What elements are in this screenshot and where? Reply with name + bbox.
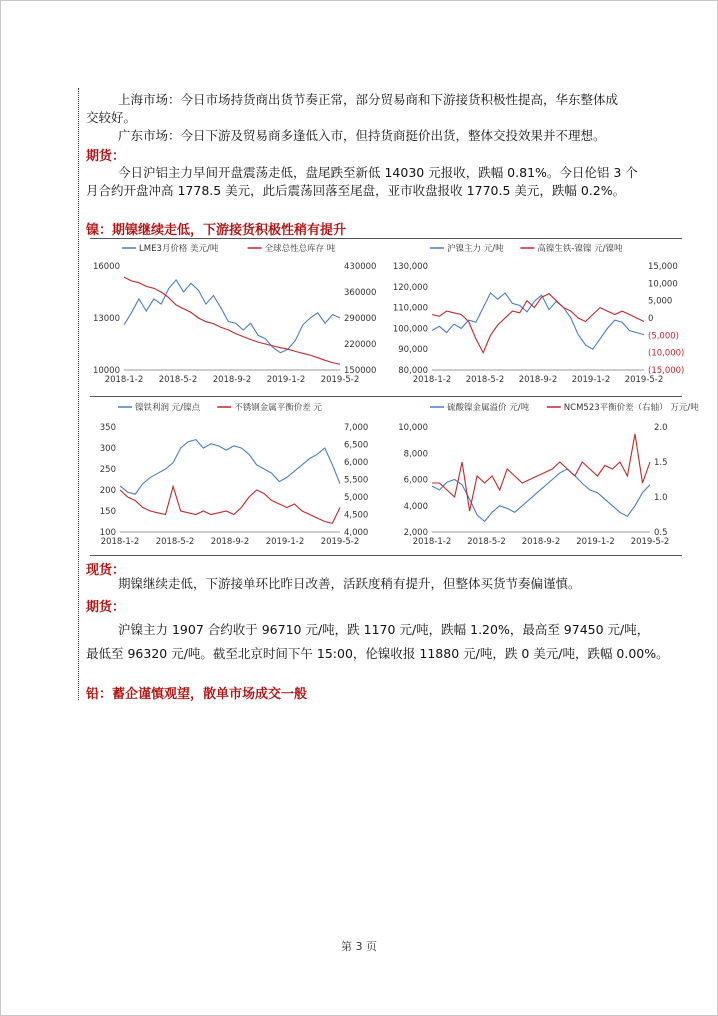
x-tick-label: 2018-9-2	[212, 375, 252, 385]
y-tick-label-right: 5,500	[344, 475, 369, 486]
y-tick-label-right: 4,000	[344, 528, 369, 538]
x-tick-label: 2018-1-2	[100, 537, 140, 547]
y-tick-label-left: 250	[99, 465, 116, 475]
al-futures-heading: 期货：	[86, 149, 126, 164]
y-tick-label-left: 8,000	[403, 449, 428, 460]
y-tick-label-left: 100	[99, 528, 116, 538]
x-tick-label: 2018-1-2	[412, 375, 452, 385]
y-tick-label-left: 80,000	[398, 366, 428, 376]
y-tick-label-left: 6,000	[403, 475, 428, 486]
x-tick-label: 2018-9-2	[210, 537, 250, 547]
chart-frame-top	[90, 238, 682, 239]
chart-frame-middle	[90, 396, 682, 397]
y-tick-label-right: 0.5	[654, 528, 668, 538]
shanghai-market-line1: 上海市场：今日市场持货商出货节奏正常，部分贸易商和下游接货积极性提高，华东整体成	[118, 92, 619, 107]
x-tick-label: 2019-1-2	[571, 375, 611, 385]
x-tick-label: 2018-5-2	[155, 537, 195, 547]
y-tick-label-left: 2,000	[403, 528, 428, 538]
legend-label: 沪镍主力 元/吨	[447, 244, 504, 254]
y-tick-label-left: 130,000	[392, 262, 428, 272]
y-tick-label-right: 2.0	[654, 423, 668, 433]
chart-4-svg	[388, 399, 699, 554]
legend-label: 全球总性总库存 吨	[264, 244, 336, 254]
y-tick-label-right: 4,500	[344, 510, 369, 521]
series-line	[124, 280, 340, 353]
ni-futures-line2: 最低至 96320 元/吨。截至北京时间下午 15:00，伦镍收报 11880 元/吨，跌 0 美元/吨，跌幅 0.00%。	[86, 646, 669, 661]
x-tick-label: 2019-5-2	[624, 375, 664, 385]
ni-spot-line: 期镍继续走低，下游接单环比昨日改善，活跃度稍有提升，但整体买货节奏偏谨慎。	[118, 576, 581, 591]
x-tick-label: 2018-1-2	[412, 537, 452, 547]
legend-label: 镍铁利润 元/镍点	[135, 403, 201, 413]
y-tick-label-left: 200	[99, 486, 116, 496]
y-tick-label-right: 360000	[344, 288, 377, 298]
chart-1	[90, 240, 386, 395]
y-tick-label-left: 300	[99, 444, 116, 454]
x-tick-label: 2019-5-2	[320, 537, 360, 547]
y-tick-label-right: 1.0	[654, 493, 668, 503]
y-tick-label-right: 6,000	[344, 458, 369, 468]
x-tick-label: 2019-5-2	[320, 375, 360, 385]
series-line	[432, 434, 650, 511]
al-futures-line1: 今日沪铝主力早间开盘震荡走低，盘尾跌至新低 14030 元报收，跌幅 0.81%。今日伦铝 3 个	[118, 165, 638, 180]
ni-futures-heading: 期货：	[86, 600, 126, 615]
y-tick-label-right: 150000	[344, 366, 377, 376]
chart-frame-bottom	[90, 555, 682, 556]
y-tick-label-right: 5,000	[648, 296, 673, 307]
x-tick-label: 2018-1-2	[104, 375, 144, 385]
y-tick-label-right: (10,000)	[648, 348, 685, 359]
legend-label: LME3月价格 美元/吨	[139, 244, 219, 254]
legend-label: 不锈钢金属平衡价差 元	[234, 403, 322, 413]
legend-label: 硫酸镍金属溢价 元/吨	[447, 403, 530, 413]
y-tick-label-right: 290000	[344, 314, 377, 324]
y-tick-label-left: 16000	[92, 262, 120, 272]
y-tick-label-left: 150	[99, 507, 116, 517]
chart-2-svg	[388, 240, 684, 395]
page-number: 第 3 页	[341, 940, 377, 953]
nickel-section-heading: 镍：期镍继续走低，下游接货积极性稍有提升	[86, 223, 347, 238]
y-tick-label-right: (5,000)	[648, 331, 679, 342]
ni-spot-heading: 现货：	[86, 563, 126, 578]
series-line	[120, 487, 340, 524]
y-tick-label-left: 90,000	[398, 345, 428, 356]
y-tick-label-left: 110,000	[392, 303, 428, 314]
y-tick-label-right: (15,000)	[648, 366, 685, 376]
y-tick-label-right: 7,000	[344, 423, 369, 433]
legend-label: 高镍生铁-镍镍 元/镍吨	[537, 244, 623, 254]
y-tick-label-left: 10,000	[398, 423, 428, 433]
x-tick-label: 2018-9-2	[521, 537, 561, 547]
x-tick-label: 2018-5-2	[465, 375, 505, 385]
y-tick-label-left: 100,000	[392, 324, 428, 335]
ni-futures-line1: 沪镍主力 1907 合约收于 96710 元/吨，跌 1170 元/吨，跌幅 1.20%，最高至 97450 元/吨，	[118, 622, 650, 637]
x-tick-label: 2018-9-2	[518, 375, 558, 385]
chart-1-svg	[90, 240, 386, 395]
x-tick-label: 2019-1-2	[266, 375, 306, 385]
y-tick-label-right: 10,000	[648, 279, 678, 290]
y-tick-label-left: 4,000	[403, 501, 428, 512]
al-futures-line2: 月合约开盘冲高 1778.5 美元，此后震荡回落至尾盘，亚市收盘报收 1770.5 美元，跌幅 0.2%。	[86, 183, 626, 198]
x-tick-label: 2018-5-2	[467, 537, 506, 547]
y-tick-label-left: 120,000	[392, 282, 428, 293]
y-tick-label-right: 5,000	[344, 493, 369, 503]
chart-3	[90, 399, 386, 554]
chart-4	[388, 399, 699, 554]
y-tick-label-right: 6,500	[344, 440, 369, 451]
x-tick-label: 2019-1-2	[576, 537, 615, 547]
y-tick-label-right: 220000	[344, 340, 377, 350]
series-line	[120, 440, 340, 495]
series-line	[432, 293, 644, 349]
shanghai-market-line2: 交较好。	[86, 110, 137, 125]
y-tick-label-right: 430000	[344, 262, 377, 272]
y-tick-label-right: 0	[648, 314, 654, 324]
y-tick-label-right: 15,000	[648, 262, 678, 272]
guangdong-market-line: 广东市场：今日下游及贸易商多逢低入市，但持货商挺价出货，整体交投效果并不理想。	[118, 128, 606, 143]
x-tick-label: 2018-5-2	[158, 375, 198, 385]
x-tick-label: 2019-1-2	[265, 537, 305, 547]
chart-3-svg	[90, 399, 386, 554]
legend-label: NCM523平衡价差（右轴） 万元/吨	[563, 403, 699, 413]
y-tick-label-right: 1.5	[654, 458, 668, 468]
lead-section-heading: 铅：蓄企谨慎观望，散单市场成交一般	[86, 687, 308, 702]
y-tick-label-left: 350	[99, 423, 116, 433]
x-tick-label: 2019-5-2	[630, 537, 670, 547]
left-margin-rule	[78, 88, 79, 700]
chart-2	[388, 240, 684, 395]
y-tick-label-left: 13000	[92, 314, 120, 324]
y-tick-label-left: 10000	[92, 366, 120, 376]
